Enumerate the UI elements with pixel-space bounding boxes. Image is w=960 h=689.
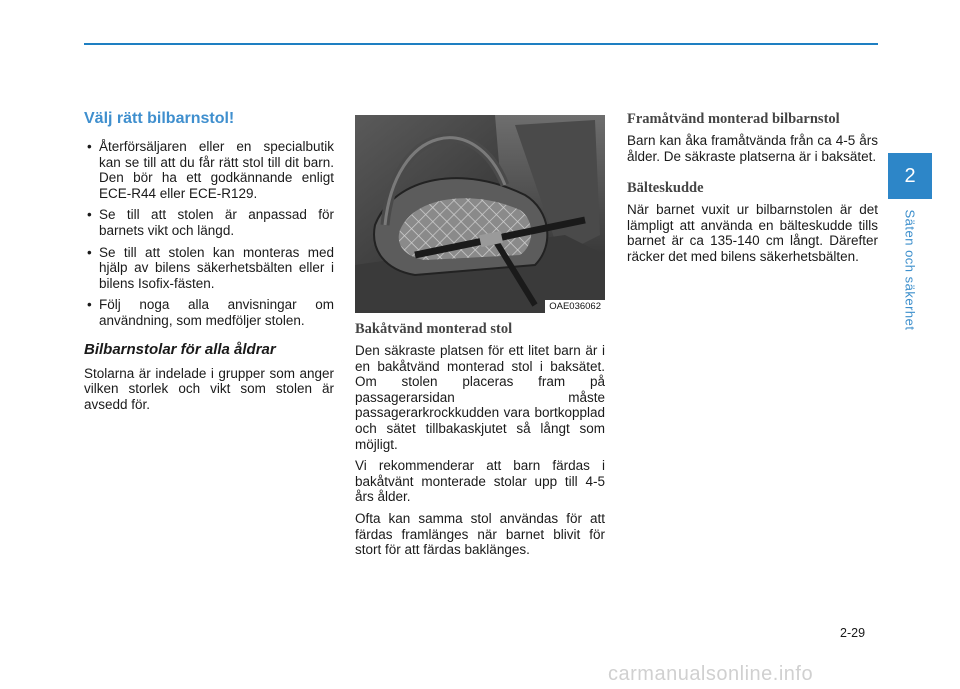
paragraph: Den säkraste platsen för ett litet barn är i en bakåtvänd monterad stol i baksätet. Om stolen placeras fram på passagerarsidan måste passagerarkrockkudden vara bortkopplad och sätet tillbakaskjutet så långt som möjligt. [355, 343, 605, 452]
paragraph: Ofta kan samma stol användas för att färdas framlänges när barnet blivit för stort för att färdas baklänges. [355, 510, 605, 558]
paragraph: Barn kan åka framåtvända från ca 4-5 års ålder. De säkraste platserna är i baksätet. [627, 133, 878, 164]
chapter-label: Säten och säkerhet [902, 209, 918, 331]
section-heading: Välj rätt bilbarnstol! [84, 110, 235, 127]
section-heading: Framåtvänd monterad bilbarnstol [627, 111, 840, 127]
bullet-list [84, 139, 334, 329]
list-item: • Återförsäljaren eller en specialbutik kan se till att du får rätt stol till dit barn. Den bör ha ett godkännande enligt ECE-R44 eller ECE-R129. [87, 139, 334, 201]
paragraph: Vi rekommenderar att barn färdas i bakåtvänt monterade stolar upp till 4-5 års ålder. [355, 458, 605, 505]
bullet-icon: • [87, 139, 92, 154]
page-number: 2-29 [840, 626, 866, 640]
left-column [84, 110, 334, 418]
image-code: OAE036062 [545, 300, 605, 313]
chapter-tab: 2 [888, 153, 932, 199]
watermark: carmanualsonline.info [608, 663, 814, 685]
subheading: Bilbarnstolar för alla åldrar [84, 340, 276, 358]
section-heading: Bälteskudde [627, 180, 704, 197]
right-column [627, 111, 878, 271]
bullet-icon: • [87, 297, 92, 313]
section-heading: Bakåtvänd monterad stol [355, 321, 513, 337]
list-item: • Följ noga alla anvisningar om användning, som medföljer stolen. [87, 297, 334, 328]
bullet-icon: • [87, 207, 92, 223]
list-item: • Se till att stolen kan monteras med hjälp av bilens säkerhetsbälten eller i bilens Isofix-fästen. [87, 244, 334, 291]
paragraph: När barnet vuxit ur bilbarnstolen är det lämpligt att använda en bälteskudde tills barnet är ca 135-140 cm långt. Därefter räcker det med bilens säkerhetsbälten. [627, 202, 878, 264]
header-rule [84, 43, 878, 45]
child-seat-photo [355, 115, 605, 313]
rear-facing-seat-illustration [355, 115, 605, 313]
middle-column [355, 112, 605, 564]
bullet-icon: • [87, 244, 92, 260]
list-item: • Se till att stolen är anpassad för barnets vikt och längd. [87, 207, 334, 238]
paragraph: Stolarna är indelade i grupper som anger vilken storlek och vikt som stolen är avsedd för. [84, 365, 334, 412]
